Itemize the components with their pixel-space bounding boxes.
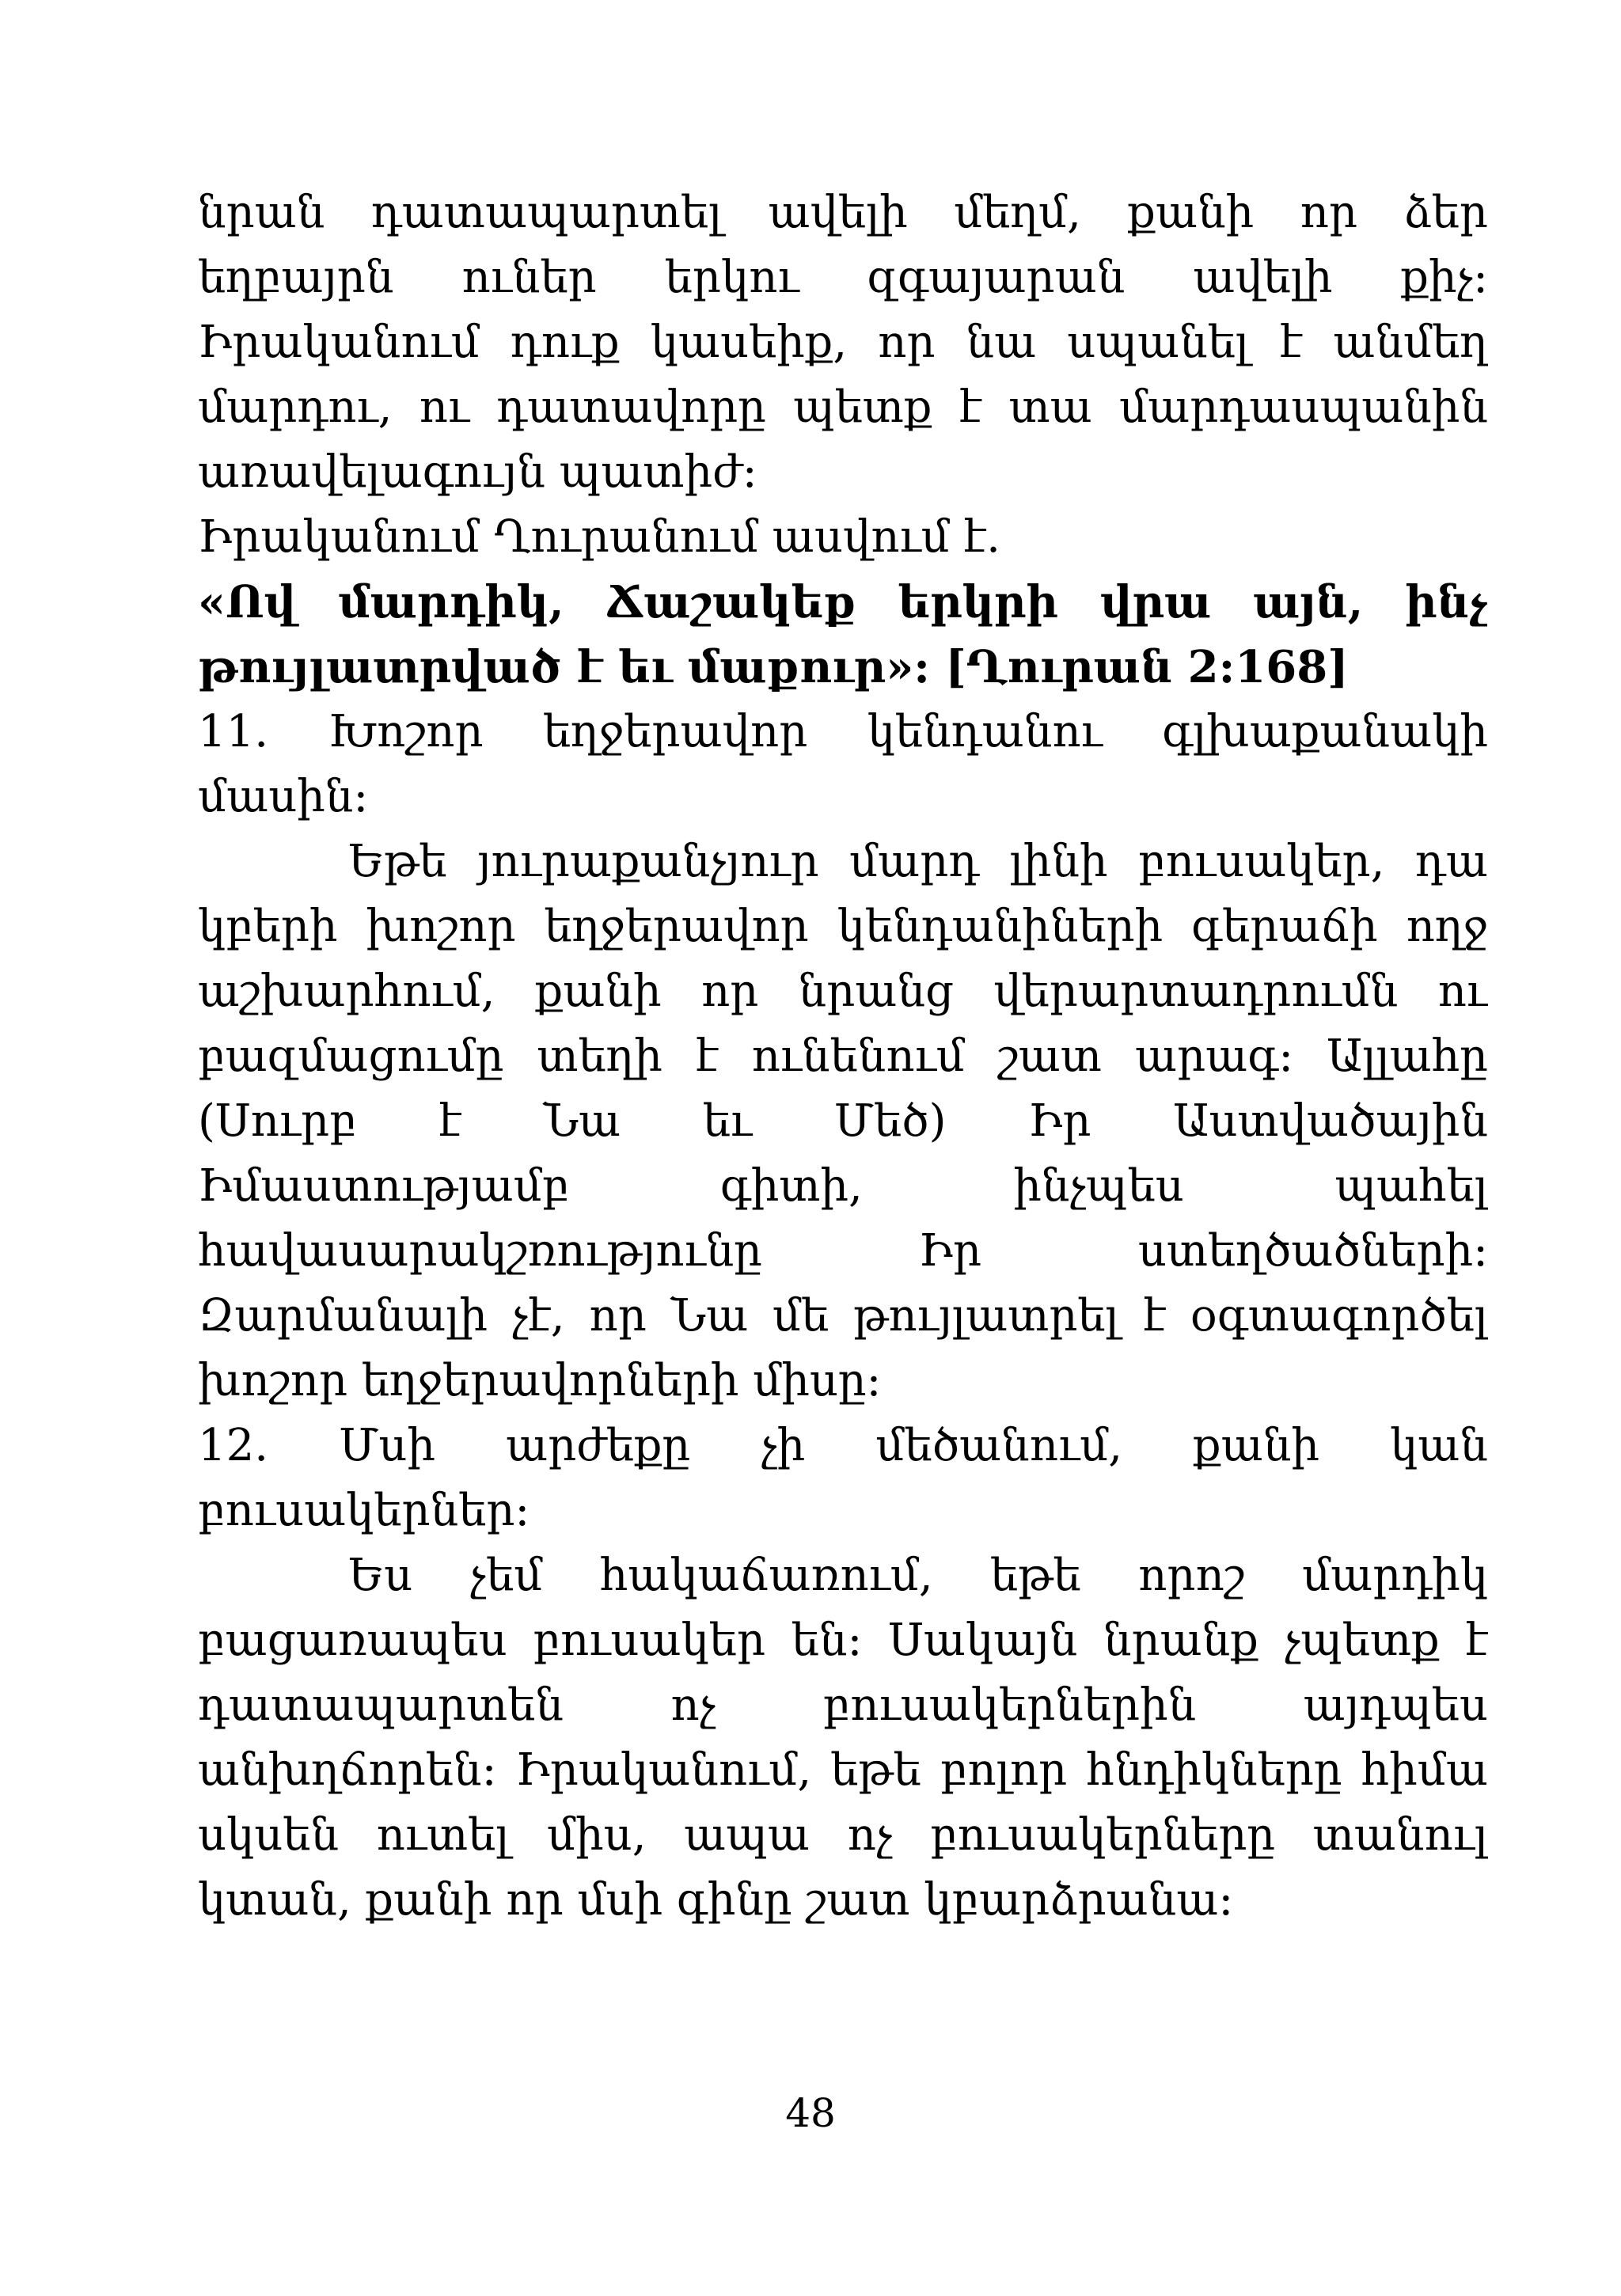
text-line: Իրականում դուք կասեիք, որ նա սպանել է անմեղ xyxy=(198,317,1488,368)
text-line: հավասարակշռությունը Իր ստեղծածների: xyxy=(198,1225,1488,1277)
quote-line: «Ով մարդիկ, Ճաշակեք երկրի վրա այն, ինչ xyxy=(198,576,1488,628)
text-line: եղբայրն ուներ երկու զգայարան ավելի քիչ: xyxy=(198,252,1488,303)
page-number: 48 xyxy=(785,2090,836,2136)
text-line: կբերի խոշոր եղջերավոր կենդանիների գերաճի ողջ xyxy=(198,901,1488,952)
document-body xyxy=(198,180,1488,1933)
text-line: նրան դատապարտել ավելի մեղմ, քանի որ ձեր xyxy=(198,187,1488,238)
text-line: խոշոր եղջերավորների միսը: xyxy=(198,1355,882,1406)
text-line: անխղճորեն: Իրականում, եթե բոլոր հնդիկները հիմա xyxy=(198,1744,1488,1796)
text-line: Իմաստությամբ գիտի, ինչպես պահել xyxy=(198,1160,1488,1212)
section-heading: մասին: xyxy=(198,771,369,822)
text-line: բազմացումը տեղի է ունենում շատ արագ: Ալլահը xyxy=(198,1030,1488,1082)
text-line: Եթե յուրաքանչյուր մարդ լինի բուսակեր, դա xyxy=(348,836,1488,887)
text-line: մարդու, ու դատավորը պետք է տա մարդասպանին xyxy=(198,381,1488,433)
quote-line: թույլատրված է եւ մաքուր»: [Ղուրան 2:168] xyxy=(198,641,1349,693)
text-line: Ես չեմ հակաճառում, եթե որոշ մարդիկ xyxy=(348,1550,1488,1601)
text-line: դատապարտեն ոչ բուսակերներին այդպես xyxy=(198,1679,1488,1731)
text-line: (Սուրբ է Նա եւ Մեծ) Իր Աստվածային xyxy=(198,1095,1488,1147)
section-heading: 12. Մսի արժեքը չի մեծանում, քանի կան xyxy=(198,1420,1488,1471)
text-line: բացառապես բուսակեր են: Սակայն նրանք չպետք է xyxy=(198,1615,1488,1666)
text-line: սկսեն ուտել միս, ապա ոչ բուսակերները տանուլ xyxy=(198,1809,1488,1861)
section-heading: 11. Խոշոր եղջերավոր կենդանու գլխաքանակի xyxy=(198,706,1488,757)
text-line: առավելագույն պատիժ: xyxy=(198,446,757,498)
text-line: Զարմանալի չէ, որ Նա մե թույլատրել է օգտագործել xyxy=(198,1290,1488,1342)
section-heading: բուսակերներ: xyxy=(198,1485,530,1536)
text-line: աշխարհում, քանի որ նրանց վերարտադրումն ու xyxy=(198,966,1488,1017)
text-line: Իրականում Ղուրանում ասվում է. xyxy=(198,511,1000,563)
text-line: կտան, քանի որ մսի գինը շատ կբարձրանա: xyxy=(198,1874,1234,1926)
